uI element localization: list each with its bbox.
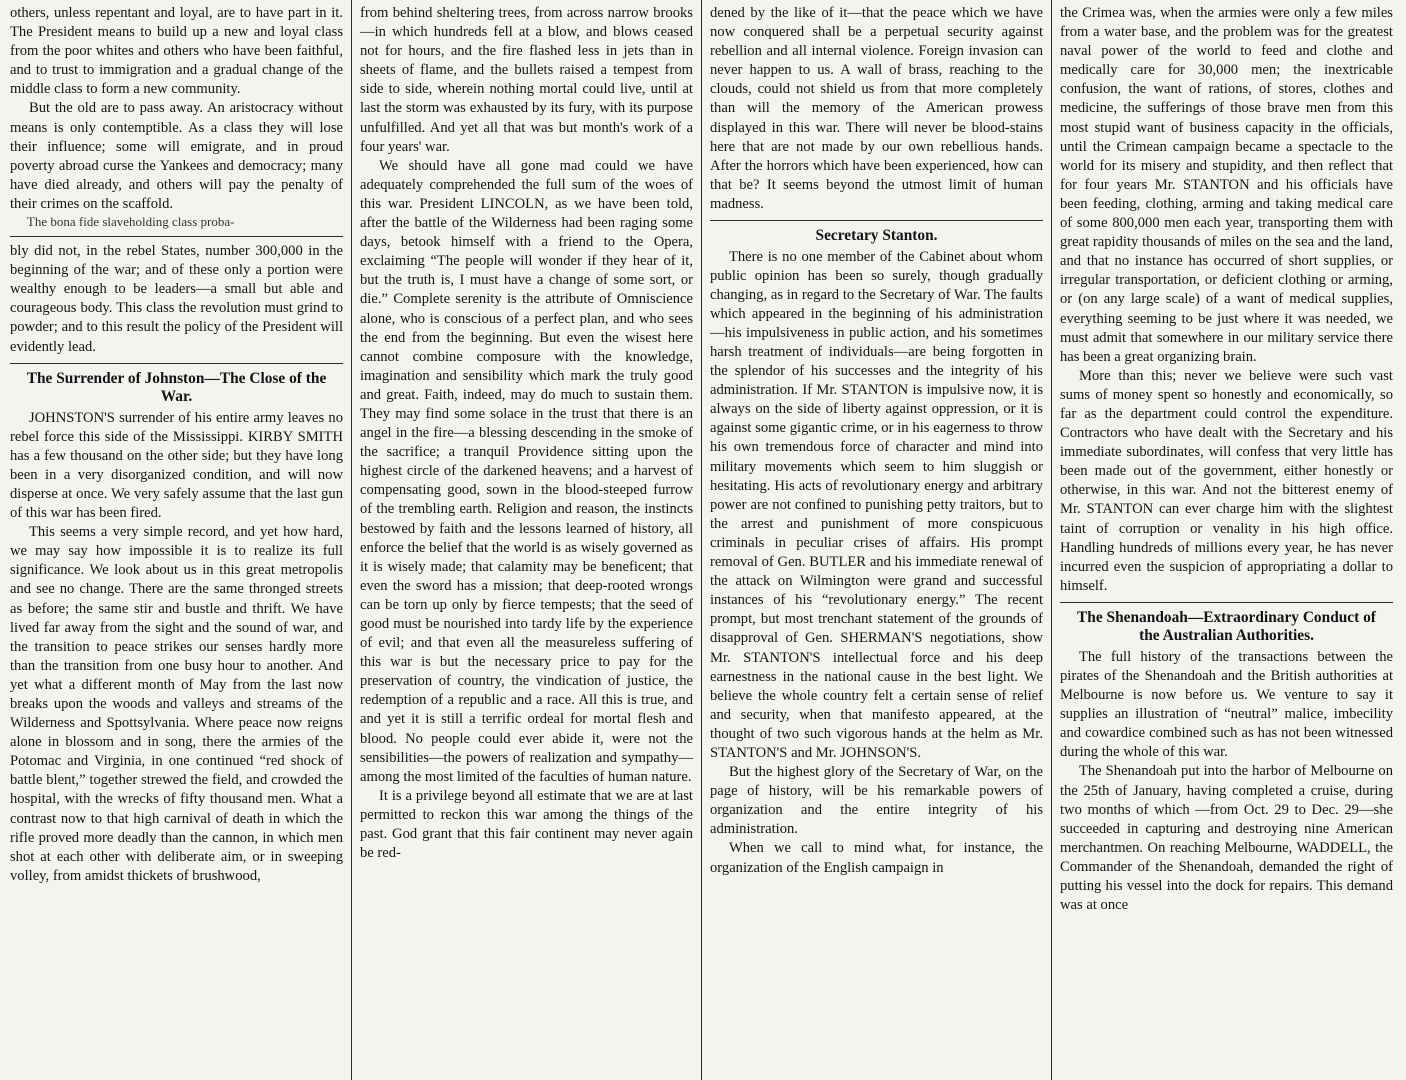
article-paragraph: We should have all gone mad could we have adequately comprehended the full sum of the woes of this war. President LINCOLN, as we have been told, after the battle of the Wilderness had been raging some days, betook himself with a friend to the Opera, exclaiming “The people will wonder if they hear of it, but the truth is, I must have a change of some sort, or die.” Complete serenity is the attribute of Omniscience alone, who is conscious of a perfect plan, and who sees the end from the beginning. But even the wisest here cannot combine composure with the knowledge, imagination and sensibility which mark the truly good and great. Faith, indeed, may do much to sustain them. They may find some solace in the trust that there is an angel in the fire—a blessing descending in the smoke of the sacrifice; a tranquil Providence sitting upon the highest circle of the darkened heavens; and a harvest of compensating good, sown in the blood-steeped furrow of the trembling earth. Religion and reason, the instincts bestowed by faith and the lessons learned of history, all enforce the belief that the world is as wisely governed as it is wisely made; that calamity may be beneficent; that even the sword has a mission; that deep-rooted wrongs can be torn up only by fierce tempests; that the seed of good must be nourished into tardy life by the experience of evil; and that even all the measureless suffering of this war is but the necessary price to pay for the preservation of country, the vindication of justice, the redemption of a republic and a race. All this is true, and and yet it is still a terrific ordeal for mortal flesh and blood. No people could ever abide it, were not the sensibilities—the powers of realization and sympathy—among the most limited of the faculties of human nature.: [360, 157, 693, 785]
article-paragraph: More than this; never we believe were such vast sums of money spent so honestly and economically, so far as the department could control the expenditure. Contractors who have dealt with the Secretary and his immediate subordinates, will confess that very little has been made out of the government, either honestly or otherwise, in this war. And not the bitterest enemy of Mr. STANTON can ever charge him with the slightest taint of corruption or venality in his high office. Handling hundreds of millions every year, he has never incurred even the suspicion of appropriating a dollar to himself.: [1060, 367, 1393, 594]
section-divider: [710, 220, 1043, 221]
article-paragraph: But the old are to pass away. An aristocracy without means is only contemptible. As a class they will lose their influence; some will emigrate, and in proud poverty abroad curse the Yankees and democracy; many have died already, and others will pay the penalty of their crimes on the scaffold.: [10, 100, 343, 212]
article-paragraph: The bona fide slaveholding class proba-: [26, 214, 235, 230]
section-divider: [1060, 602, 1393, 603]
section-divider: [10, 363, 343, 364]
section-divider: [10, 236, 343, 237]
article-paragraph: the Crimea was, when the armies were only a few miles from a water base, and the problem was for the greatest naval power of the world to feed and clothe and medically care for 30,000 men; the inextricable confusion, the want of rations, of stores, clothes and medicine, the sufferings of those brave men from this most stupid want of business capacity in the officials, until the Crimean campaign became a spectacle to the world for its misery and stupidity, and then reflect that for four years Mr. STANTON and his officials have been feeding, clothing, arming and taking medical care of some 800,000 men each year, transporting them with great rapidity thousands of miles on the sea and the land, and that no instance has occurred of short supplies, or irregular transportation, or deficient clothing or arming, or (on any large scale) of a want of medical supplies, everything seeming to be just where it was needed, we must admit that somewhere in our military service there has been a great organizing brain.: [1060, 5, 1393, 365]
article-headline: Secretary Stanton.: [815, 227, 938, 245]
article-paragraph: But the highest glory of the Secretary of War, on the page of history, will be his remarkable powers of organization and the entire integrity of his administration.: [710, 764, 1043, 838]
column-4: [1052, 0, 1401, 1080]
article-paragraph: JOHNSTON'S surrender of his entire army leaves no rebel force this side of the Mississippi. KIRBY SMITH has a few thousand on the other side; but they have long been in a very disorganized condition, and will now disperse at once. We very safely assume that the last gun of this war has been fired.: [10, 409, 343, 522]
article-paragraph: It is a privilege beyond all estimate that we are at last permitted to reckon this war among the things of the past. God grant that this fair continent may never again be red-: [360, 787, 693, 862]
article-paragraph: When we call to mind what, for instance, the organization of the English campaign in: [710, 840, 1043, 876]
article-paragraph: This seems a very simple record, and yet how hard, we may say how impossible it is to realize its full significance. We look about us in this great metropolis and see no change. There are the same thronged streets as before; the same stir and bustle and thrift. We have lived far away from the sight and the sound of war, and the transition to peace strikes our senses hardly more than the transition from one busy hour to another. And yet what a different month of May from the last now breaks upon the woods and valleys and streams of the Wilderness and Spottsylvania. Where peace now reigns alone in blossom and in song, there the armies of the Potomac and Virginia, in one continued “red shock of battle blent,” together strewed the field, and crowded the hospital, with the wrecks of fifty thousand men. What a contrast now to that high carnival of death in which the rifle proved more deadly than the cannon, in which men shot at each other with deliberate aim, or in sweeping volley, from amidst thickets of brushwood,: [10, 524, 343, 884]
column-3: [702, 0, 1051, 1080]
column-2: [352, 0, 701, 1080]
article-headline: The Shenandoah—Extraordinary Conduct of the Australian Authorities.: [1077, 608, 1376, 645]
article-paragraph: from behind sheltering trees, from across narrow brooks—in which hundreds fell at a blow, and blows ceased not for hours, and the fire flashed less in jets than in sheets of flame, and the bullets raised a tempest from side to side, wherein nothing mortal could live, until at last the storm was exhausted by its fury, with its purpose unfulfilled. And yet all that was but month's work of a four years' war.: [360, 5, 693, 155]
article-paragraph: dened by the like of it—that the peace which we have now conquered shall be a perpetual security against rebellion and all internal violence. Foreign invasion can never happen to us. A wall of brass, reaching to the clouds, could not shield us from that more completely than will the memory of the American prowess displayed in this war. There will never be blood-stains here that are not made by our own rebellious hands. After the horrors which have been experienced, how can that be? It seems beyond the utmost limit of human madness.: [710, 5, 1043, 212]
article-paragraph: The full history of the transactions between the pirates of the Shenandoah and the British authorities at Melbourne is now before us. We venture to say it supplies an illustration of “neutral” malice, imbecility and cowardice combined such as has not been witnessed during the whole of this war.: [1060, 648, 1393, 761]
article-paragraph: bly did not, in the rebel States, number 300,000 in the beginning of the war; and of these only a portion were wealthy enough to be leaders—a small but able and courageous body. This class the revolution must grind to powder; and to this result the policy of the President will evidently lead.: [10, 243, 343, 355]
article-paragraph: The Shenandoah put into the harbor of Melbourne on the 25th of January, having completed a cruise, during two months of which —from Oct. 29 to Dec. 29—she succeeded in capturing and destroying nine American merchantmen. On reaching Melbourne, WADDELL, the Commander of the Shenandoah, demanded the right of putting his vessel into the dock for repairs. This demand was at once: [1060, 763, 1393, 914]
article-paragraph: There is no one member of the Cabinet about whom public opinion has been so surely, though gradually changing, as in regard to the Secretary of War. The faults which appeared in the beginning of his administration —his impulsiveness in public action, and his sometimes harsh treatment of individuals—are being forgotten in the splendor of his successes and the integrity of his administration. If Mr. STANTON is impulsive now, it is always on the side of liberty against oppression, or it is against some gigantic crime, or in his eagerness to throw his own tremendous force of character and mind into military movements which seem to him sluggish or hesitating. His acts of revolutionary energy and arbitrary power are not confined to punishing petty traitors, but to the arrest and punishment of more conspicuous criminals in peculiar crises of affairs. His prompt removal of Gen. BUTLER and his immediate renewal of the attack on Wilmington were grand and successful instances of his “revolutionary energy.” The recent prompt, but most trenchant statement of the grounds of disapproval of Gen. SHERMAN'S negotiations, show Mr. STANTON'S intellectual force and his deep earnestness in the national cause in the best light. We believe the whole country felt a certain sense of relief and security, when that manifesto appeared, at the thought of two such vigorous hands at the helm as Mr. STANTON'S and Mr. JOHNSON'S.: [710, 248, 1043, 761]
article-headline: The Surrender of Johnston—The Close of the War.: [26, 369, 327, 406]
column-1: [2, 0, 351, 1080]
article-paragraph: others, unless repentant and loyal, are to have part in it. The President means to build up a new and loyal class from the poor whites and others who have been faithful, and to trust to immigration and a gradual change of the middle class to form a new community.: [10, 5, 343, 98]
